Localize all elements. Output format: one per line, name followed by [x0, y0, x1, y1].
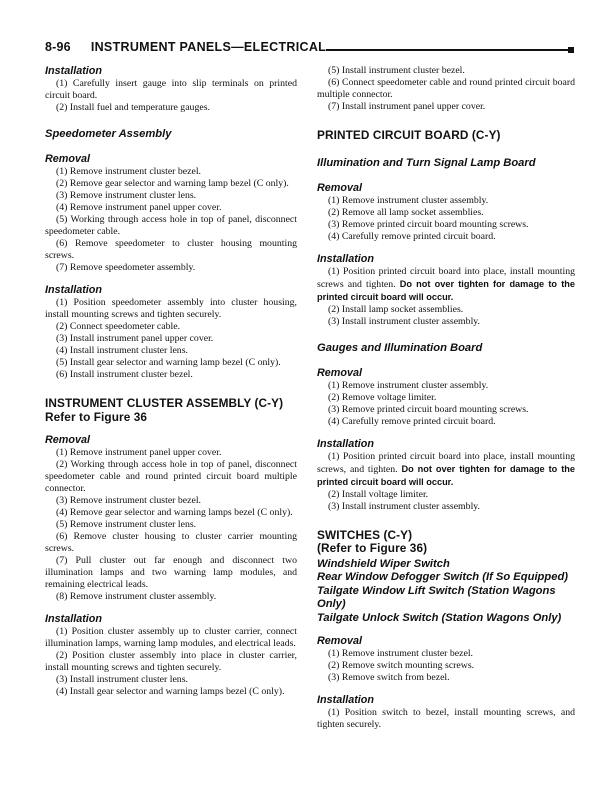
step: (1) Position speedometer assembly into cluster housing, install mounting screws and tighten securely.: [45, 297, 297, 320]
step: (6) Install instrument cluster bezel.: [56, 369, 193, 380]
step: (6) Remove cluster housing to cluster carrier mounting screws.: [45, 531, 297, 554]
warning-bold-text: Do not over tighten for damage to the printed circuit board will occur.: [317, 463, 575, 487]
step: (1) Remove instrument cluster bezel.: [328, 648, 474, 659]
step: (5) Install gear selector and warning lamp bezel (C only).: [56, 357, 281, 368]
content-columns: [0, 54, 612, 731]
step: (7) Install instrument panel upper cover.: [328, 101, 486, 112]
step: (1) Carefully insert gauge into slip terminals on printed circuit board.: [45, 78, 297, 101]
section-heading: PRINTED CIRCUIT BOARD (C-Y): [317, 128, 501, 142]
switch-heading: Windshield Wiper Switch: [317, 557, 450, 570]
switch-heading: Rear Window Defogger Switch (If So Equipped): [317, 571, 568, 583]
section-heading: INSTRUMENT CLUSTER ASSEMBLY (C-Y) Refer to Figure 36: [45, 396, 284, 424]
step: (8) Remove instrument cluster assembly.: [56, 591, 217, 602]
procedure-label: Installation: [45, 613, 102, 625]
step: (1) Remove instrument cluster assembly.: [328, 379, 489, 391]
header-rule: [326, 49, 568, 51]
subsection-heading: Gauges and Illumination Board: [317, 341, 483, 354]
subsection-heading: Illumination and Turn Signal Lamp Board: [317, 156, 536, 169]
left-column: [45, 65, 297, 731]
section-heading: SWITCHES (C-Y) (Refer to Figure 36): [317, 527, 428, 555]
procedure-label: Removal: [317, 366, 363, 379]
step: (1) Position printed circuit board into place, install mounting screws, and tighten. Do not over tighten for damage to the printed circuit board will occur.: [317, 450, 575, 487]
step: (5) Working through access hole in top of panel, disconnect speedometer cable.: [45, 214, 297, 237]
step: (2) Install voltage limiter.: [328, 488, 429, 500]
step: (1) Remove instrument cluster assembly.: [328, 194, 489, 206]
step: (4) Carefully remove printed circuit board.: [328, 415, 496, 427]
step: (1) Remove instrument cluster bezel.: [56, 166, 202, 177]
procedure-label: Removal: [45, 153, 91, 165]
procedure-label: Installation: [317, 437, 374, 450]
step: (1) Position cluster assembly up to cluster carrier, connect illumination lamps, warning lamp modules, and electrical leads.: [45, 626, 297, 649]
step: (2) Connect speedometer cable.: [56, 321, 181, 332]
subsection-heading: Speedometer Assembly: [45, 128, 172, 140]
step: (6) Connect speedometer cable and round printed circuit board multiple connector.: [317, 77, 575, 100]
step: (4) Remove instrument panel upper cover.: [56, 202, 222, 213]
step: (3) Remove instrument cluster lens.: [56, 190, 197, 201]
step: (5) Install instrument cluster bezel.: [328, 65, 465, 76]
step: (3) Remove printed circuit board mounting screws.: [328, 218, 529, 230]
step: (3) Install instrument cluster assembly.: [328, 500, 480, 512]
step: (2) Remove switch mounting screws.: [328, 660, 475, 671]
step: (4) Carefully remove printed circuit board.: [328, 230, 496, 242]
page-number: 8-96: [45, 40, 71, 54]
step: (7) Remove speedometer assembly.: [56, 262, 196, 273]
step: (1) Position printed circuit board into place, install mounting screws and tighten. Do not over tighten for damage to the printed circuit board will occur.: [317, 265, 575, 302]
step: (3) Install instrument panel upper cover.: [56, 333, 214, 344]
step: (3) Install instrument cluster assembly.: [328, 315, 480, 327]
page-header: [45, 40, 574, 54]
procedure-label: Installation: [317, 252, 374, 265]
right-column: [317, 65, 575, 731]
step: (6) Remove speedometer to cluster housing mounting screws.: [45, 238, 297, 261]
step: (3) Remove switch from bezel.: [328, 672, 450, 683]
procedure-label: Removal: [45, 434, 91, 446]
procedure-label: Removal: [317, 635, 363, 647]
step: (2) Remove voltage limiter.: [328, 391, 437, 403]
step: (4) Remove gear selector and warning lamps bezel (C only).: [56, 507, 293, 518]
step: (2) Install fuel and temperature gauges.: [56, 102, 210, 113]
header-end-square-icon: [568, 47, 574, 53]
switch-heading: Tailgate Unlock Switch (Station Wagons Only): [317, 611, 562, 624]
procedure-label: Installation: [45, 284, 102, 296]
step: (2) Working through access hole in top of panel, disconnect speedometer cable and round printed circuit board multiple connector.: [45, 459, 297, 494]
step: (3) Install instrument cluster lens.: [56, 674, 188, 685]
step: (3) Remove instrument cluster bezel.: [56, 495, 202, 506]
procedure-label: Installation: [45, 65, 102, 77]
warning-bold-text: Do not over tighten for damage to the printed circuit board will occur.: [317, 278, 575, 302]
step: (4) Install instrument cluster lens.: [56, 345, 188, 356]
switch-heading: Tailgate Window Lift Switch (Station Wagons Only): [317, 584, 556, 610]
step: (3) Remove printed circuit board mounting screws.: [328, 403, 529, 415]
step: (2) Position cluster assembly into place in cluster carrier, install mounting screws and tighten securely.: [45, 650, 297, 673]
step: (1) Position switch to bezel, install mounting screws, and tighten securely.: [317, 707, 575, 730]
step: (5) Remove instrument cluster lens.: [56, 519, 197, 530]
step: (7) Pull cluster out far enough and disconnect two illumination lamps and two warning lamp modules, and remaining electrical leads.: [45, 555, 297, 590]
procedure-label: Removal: [317, 181, 363, 194]
step: (4) Install gear selector and warning lamps bezel (C only).: [56, 686, 285, 697]
procedure-label: Installation: [317, 694, 374, 706]
page-title: INSTRUMENT PANELS—ELECTRICAL: [90, 40, 327, 54]
step: (1) Remove instrument panel upper cover.: [56, 447, 222, 458]
step: (2) Remove all lamp socket assemblies.: [328, 206, 484, 218]
step: (2) Remove gear selector and warning lamp bezel (C only).: [56, 178, 289, 189]
step: (2) Install lamp socket assemblies.: [328, 303, 464, 315]
